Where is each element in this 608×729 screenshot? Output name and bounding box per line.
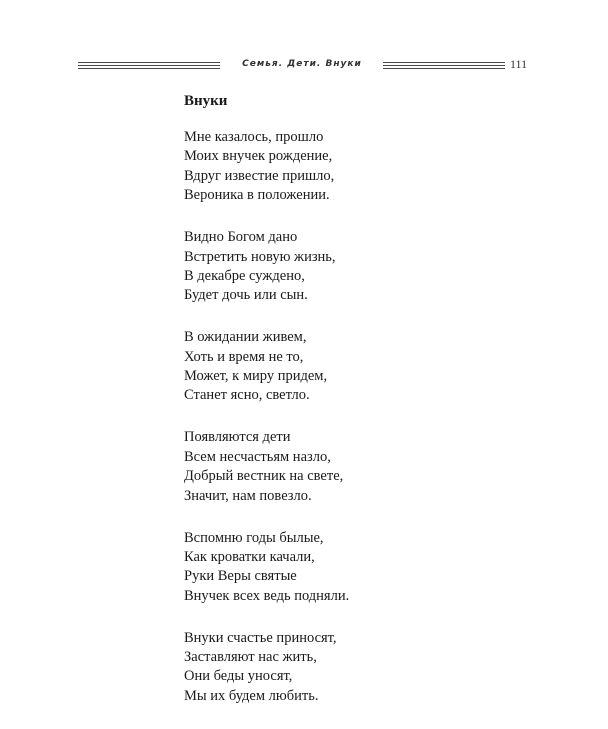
poem-line: Они беды уносят,	[184, 668, 293, 685]
stanza	[184, 228, 484, 306]
poem-line: Добрый вестник на свете,	[184, 468, 344, 485]
stanza	[184, 629, 484, 707]
poem-line: Вспомню годы былые,	[184, 529, 324, 546]
poem-line: Появляются дети	[184, 429, 291, 446]
stanza	[184, 428, 484, 506]
poem-line: Мы их будем любить.	[184, 687, 319, 704]
stanza	[184, 328, 484, 406]
poem-line: Вероника в положении.	[184, 187, 330, 204]
poem-line: Мне казалось, прошло	[184, 129, 324, 145]
page-number: 111	[510, 57, 528, 71]
poem-line: Моих внучек рождение,	[184, 148, 333, 165]
poem-line: Внуки счастье приносят,	[184, 629, 337, 646]
poem-line: Хоть и время не то,	[184, 348, 304, 365]
poem-line: Заставляют нас жить,	[184, 649, 317, 666]
poem-line: Видно Богом дано	[184, 229, 298, 246]
poem-line: Внучек всех ведь подняли.	[184, 587, 350, 604]
header-section-title: Семья. Дети. Внуки	[242, 59, 362, 69]
header-rule-left	[78, 62, 220, 70]
poem-title: Внуки	[184, 93, 228, 109]
poem-line: Станет ясно, светло.	[184, 387, 310, 404]
poem-line: Вдруг известие пришло,	[184, 167, 335, 184]
poem-line: Руки Веры святые	[184, 568, 297, 585]
poem-line: Значит, нам повезло.	[184, 487, 312, 504]
poem-line: Может, к миру придем,	[184, 368, 328, 385]
stanza	[184, 529, 484, 607]
poem-line: В ожидании живем,	[184, 329, 307, 346]
running-header	[78, 58, 536, 74]
header-rule-right	[383, 62, 505, 70]
poem-line: Встретить новую жизнь,	[184, 248, 336, 265]
poem	[184, 92, 484, 729]
poem-line: В декабре суждено,	[184, 267, 305, 284]
poem-line: Всем несчастьям назло,	[184, 448, 331, 465]
stanza	[184, 128, 484, 206]
poem-line: Будет дочь или сын.	[184, 287, 308, 304]
poem-line: Как кроватки качали,	[184, 548, 315, 565]
